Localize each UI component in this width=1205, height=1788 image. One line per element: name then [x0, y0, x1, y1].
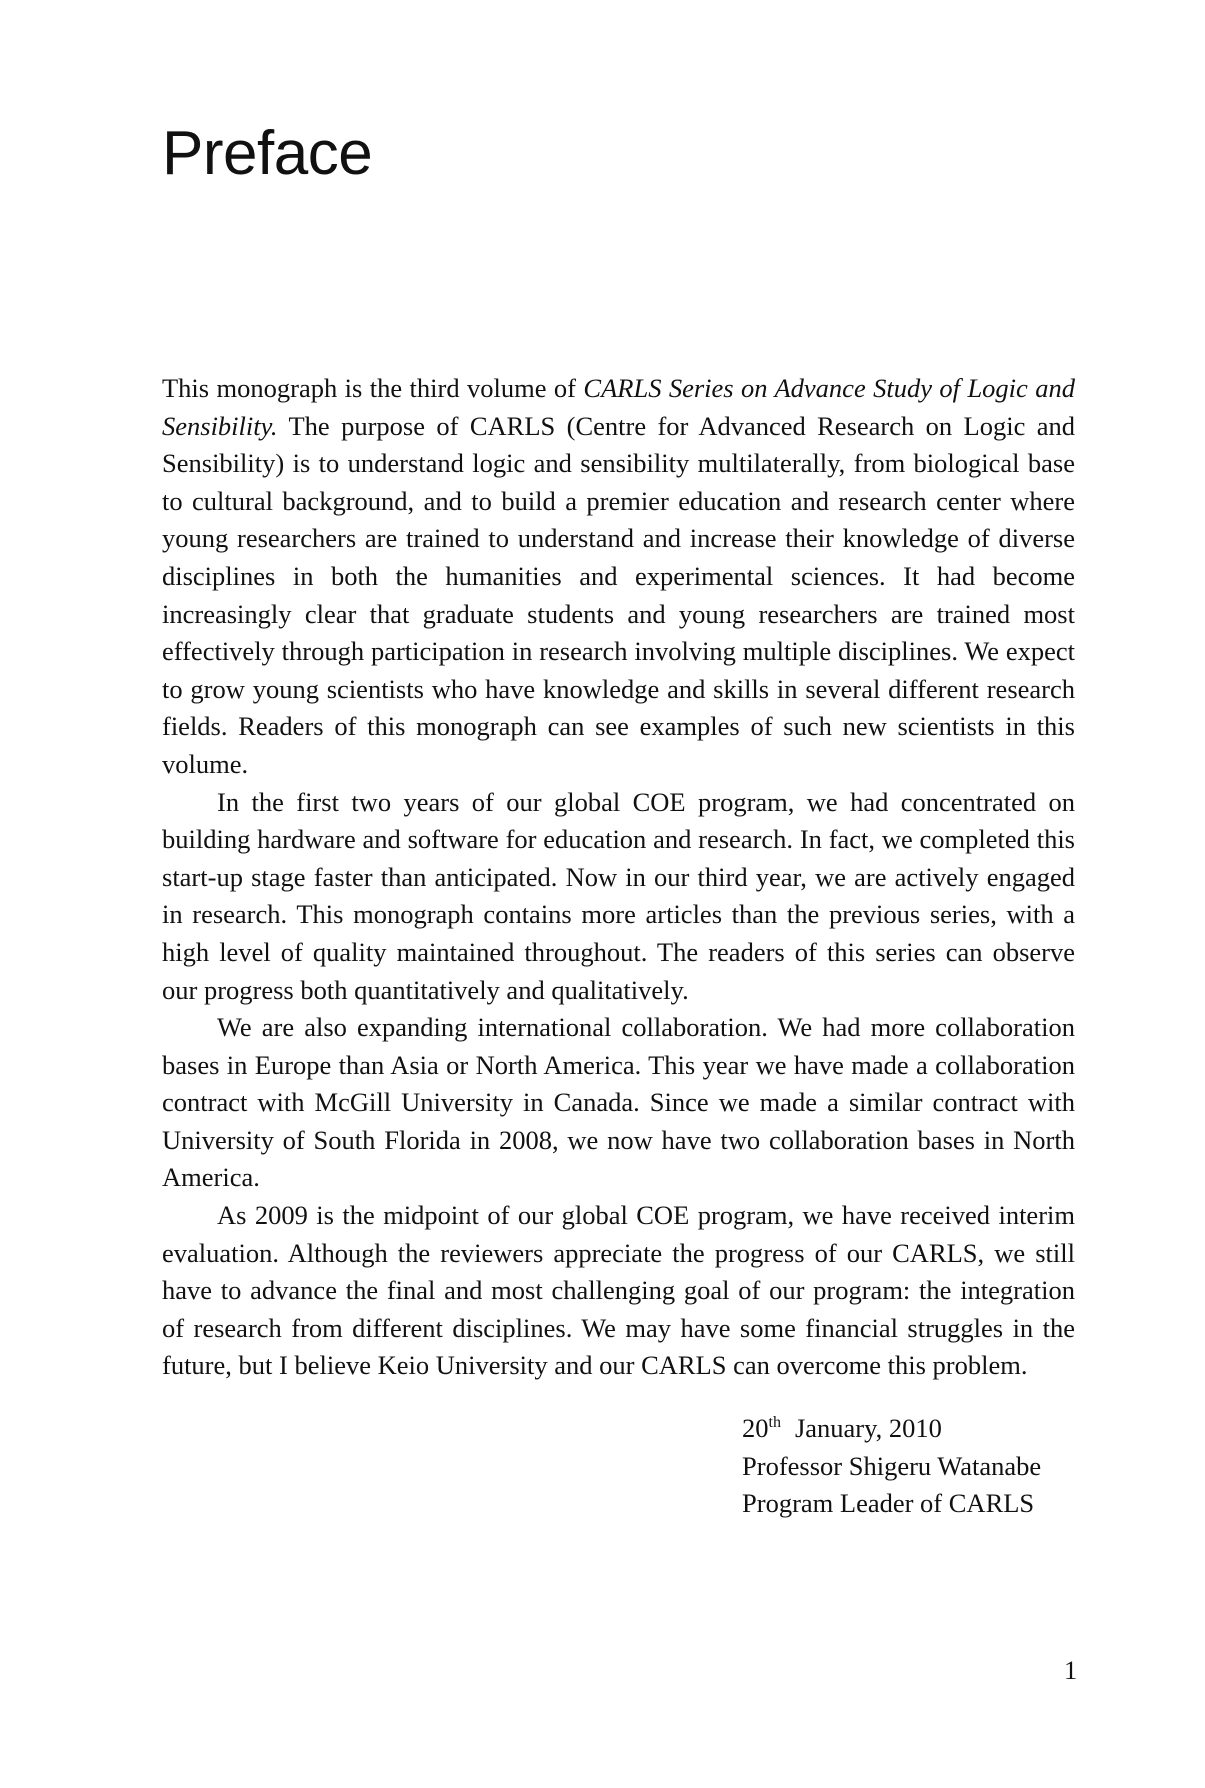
signature-block [742, 1410, 1041, 1523]
paragraph-1 [162, 370, 1075, 784]
paragraph-3-text: We are also expanding international collaboration. We had more collaboration bases in Europe than Asia or North America. This year we have made a collaboration contract with McGill University in Canada. Since we made a similar contract with University of South Florida in 2008, we now have two collaboration bases in North America. [162, 1012, 1075, 1193]
paragraph-3 [162, 1009, 1075, 1197]
page-title: Preface [162, 119, 373, 188]
signature-date [742, 1410, 1041, 1448]
series-title-italic: CARLS Series on Advance Study of Logic and Sensibility. [162, 373, 1075, 441]
paragraph-4 [162, 1197, 1075, 1385]
preface-body [162, 370, 1075, 1385]
signature-role: Program Leader of CARLS [742, 1488, 1035, 1519]
paragraph-1-text-b: The purpose of CARLS (Centre for Advanced Research on Logic and Sensibility) is to understand logic and sensibility multilaterally, from biological base to cultural background, and to build a premier education and research center where young researchers are trained to understand and increase their knowledge of diverse disciplines in both the humanities and experimental sciences. It had become increasingly clear that graduate students and young researchers are trained most effectively through participation in research involving multiple disciplines. We expect to grow young scientists who have knowledge and skills in several different research fields. Readers of this monograph can see examples of such new scientists in this volume. [162, 410, 1075, 779]
date-ordinal-suffix: th [768, 1414, 781, 1431]
paragraph-4-text: As 2009 is the midpoint of our global COE program, we have received interim evaluation. Although the reviewers appreciate the progress of our CARLS, we still have to advance the final and most challenging goal of our program: the integration of research from different disciplines. We may have some financial struggles in the future, but I believe Keio University and our CARLS can overcome this problem. [162, 1200, 1075, 1381]
paragraph-2 [162, 784, 1075, 1010]
date-month-year: January, 2010 [794, 1413, 942, 1443]
date-day: 20 [742, 1413, 769, 1443]
paragraph-2-text: In the first two years of our global COE program, we had concentrated on building hardware and software for education and research. In fact, we completed this start-up stage faster than anticipated. Now in our third year, we are actively engaged in research. This monograph contains more articles than the previous series, with a high level of quality maintained throughout. The readers of this series can observe our progress both quantitatively and qualitatively. [162, 786, 1075, 1005]
paragraph-1-text-a: This monograph is the third volume of [162, 373, 584, 403]
signature-name: Professor Shigeru Watanabe [742, 1450, 1042, 1481]
page-number: 1 [1064, 1655, 1078, 1685]
